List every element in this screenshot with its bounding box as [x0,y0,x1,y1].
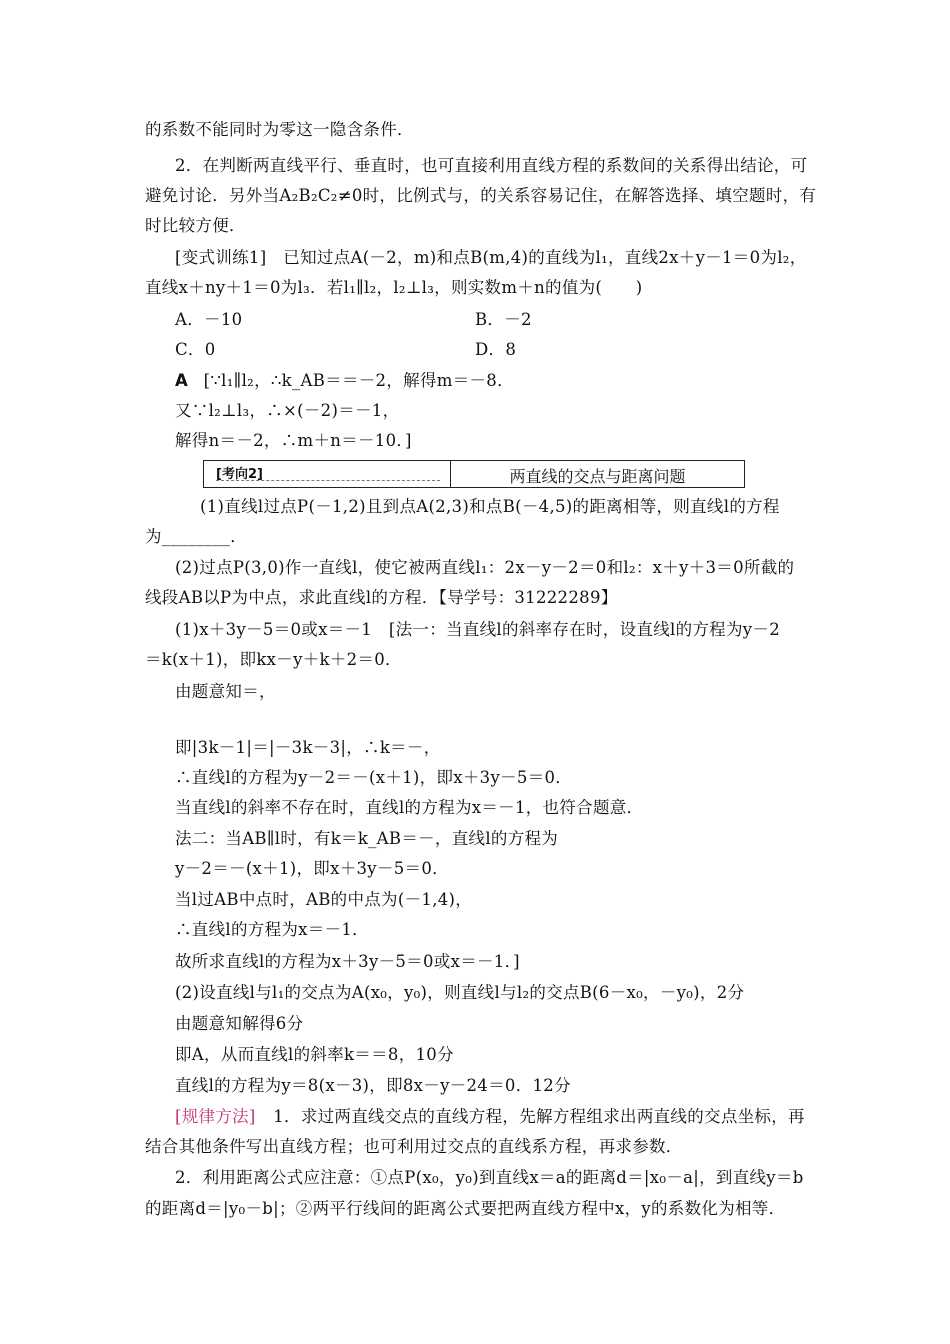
dashed-divider [216,480,440,481]
text-line: 当直线l的斜率不存在时，直线l的方程为x＝－1，也符合题意． [175,798,644,817]
method-label: [规律方法] [175,1107,256,1126]
text-line: (2)设直线l与l₁的交点为A(x₀，y₀)，则直线l与l₂的交点B(6－x₀，－y₀)，2分 [175,983,745,1002]
section-tag-title: 两直线的交点与距离问题 [509,467,686,486]
text-line: 线段AB以P为中点，求此直线l的方程．【导学号：31222289】 [145,588,618,607]
text-line: 避免讨论．另外当A₂B₂C₂≠0时，比例式与，的关系容易记住，在解答选择、填空题时，有 [145,186,817,205]
text-line: 结合其他条件写出直线方程；也可利用过交点的直线系方程，再求参数． [145,1137,683,1156]
text-line: y－2＝－(x＋1)，即x＋3y－5＝0． [175,859,449,878]
text-line: ∴直线l的方程为x＝－1． [175,920,369,939]
exercise-prompt: [变式训练1] 已知过点A(－2，m)和点B(m,4)的直线为l₁，直线2x＋y－1＝0为l₂， [175,248,807,267]
question-1: (1)直线l过点P(－1,2)且到点A(2,3)和点B(－4,5)的距离相等，则直线l的方程 [200,497,780,516]
method-text: 1．求过两直线交点的直线方程，先解方程组求出两直线的交点坐标，再 [273,1107,805,1126]
answer-letter: A [175,371,189,390]
option-d: D．8 [475,340,517,359]
text-line: 即|3k－1|＝|－3k－3|，∴k＝－， [175,738,441,757]
text-line: 由题意知解得6分 [175,1014,304,1033]
text-line: 的距离d＝|y₀－b|；②两平行线间的距离公式要把两直线方程中x，y的系数化为相等． [145,1199,786,1218]
text-line: 直线x＋ny＋1＝0为l₃．若l₁∥l₂，l₂⊥l₃，则实数m＋n的值为( ) [145,278,643,297]
text-line: 即A，从而直线l的斜率k＝＝8，10分 [175,1045,454,1064]
section-tag-label: [考向2] [216,467,263,482]
section-tag [203,460,745,488]
text-line: 由题意知＝， [175,682,276,701]
text-line: 法二：当AB∥l时，有k＝k_AB＝－，直线l的方程为 [175,829,559,848]
text-line: 的系数不能同时为零这一隐含条件． [145,120,414,139]
text-line: 2．在判断两直线平行、垂直时，也可直接利用直线方程的系数间的关系得出结论，可 [175,156,808,175]
answer-text: [∵l₁∥l₂，∴k_AB＝＝－2，解得m＝－8． [203,371,514,390]
text-line: ∴直线l的方程为y－2＝－(x＋1)，即x＋3y－5＝0． [175,768,573,787]
text-line: 故所求直线l的方程为x＋3y－5＝0或x＝－1．] [175,952,520,971]
method-line [175,1107,805,1127]
text-line: 时比较方便． [145,216,246,235]
text-line: ＝k(x＋1)，即kx－y＋k＋2＝0． [145,650,402,669]
option-b: B．－2 [475,310,532,329]
solution-line: (1)x＋3y－5＝0或x＝－1 [法一：当直线l的斜率存在时，设直线l的方程为y－2 [175,620,781,639]
text-line: 解得n＝－2，∴m＋n＝－10．] [175,431,412,450]
text-line: 直线l的方程为y＝8(x－3)，即8x－y－24＝0．12分 [175,1076,571,1095]
option-c: C．0 [175,340,216,359]
option-a: A．－10 [175,310,243,329]
section-tag-label-cell [204,461,451,487]
answer-line [175,371,514,391]
text-line: 当l过AB中点时，AB的中点为(－1,4)， [175,890,473,909]
text-line: 为________． [145,527,247,546]
text-line: 2．利用距离公式应注意：①点P(x₀，y₀)到直线x＝a的距离d＝|x₀－a|，到直线y＝b [175,1168,804,1187]
question-2: (2)过点P(3,0)作一直线l，使它被两直线l₁：2x－y－2＝0和l₂：x＋y＋3＝0所截的 [175,558,795,577]
text-line: 又∵l₂⊥l₃，∴×(－2)＝－1， [175,401,400,420]
